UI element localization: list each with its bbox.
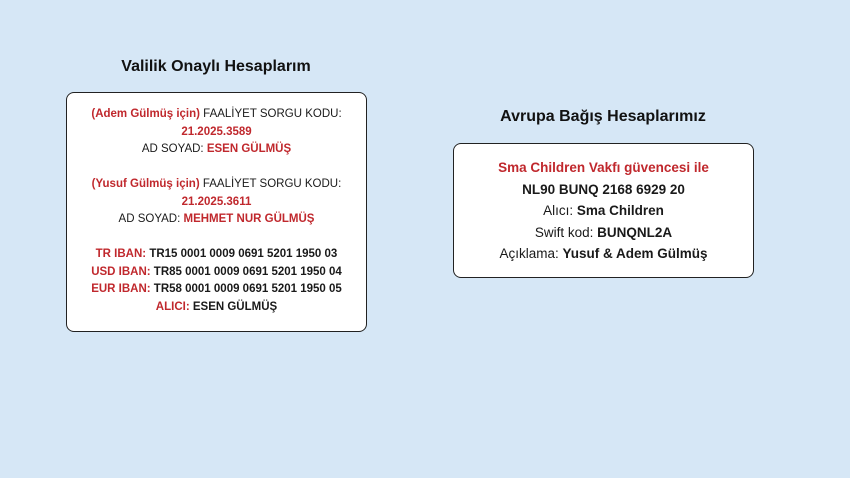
left-heading: Valilik Onaylı Hesaplarım [121,58,311,75]
adem-name-line [67,141,366,159]
yusuf-name-label: AD SOYAD: [118,213,184,225]
aciklama-label: Açıklama: [499,246,563,261]
yusuf-prefix: (Yusuf Gülmüş için) [91,178,200,190]
yusuf-name-line [67,211,366,229]
adem-code-line [67,106,366,124]
nl-iban: NL90 BUNQ 2168 6929 20 [522,181,685,197]
aciklama-row [454,243,753,265]
swift-label: Swift kod: [534,224,598,240]
sma-line: Sma Children Vakfı güvencesi ile [498,160,709,175]
tr-iban-label: TR IBAN: [95,248,147,260]
alici-label-eu: Alıcı: [543,203,577,218]
swift-row [454,222,753,244]
aciklama-value: Yusuf & Adem Gülmüş [562,246,708,261]
yusuf-code: 21.2025.3611 [181,195,252,208]
adem-prefix: (Adem Gülmüş için) [91,108,200,120]
eur-iban-line [67,281,366,299]
right-heading: Avrupa Bağış Hesaplarımız [500,108,706,125]
tr-iban-value: TR15 0001 0009 0691 5201 1950 03 [146,248,338,260]
yusuf-code-line [67,176,366,194]
eur-iban-label: EUR IBAN: [91,283,151,295]
yusuf-name: MEHMET NUR GÜLMÜŞ [183,213,315,225]
usd-iban-label: USD IBAN: [91,265,151,278]
yusuf-code-label: FAALİYET SORGU KODU: [199,178,342,190]
adem-code: 21.2025.3589 [181,125,252,138]
usd-iban-value: TR85 0001 0009 0691 5201 1950 04 [150,265,342,278]
alici-line [67,299,366,317]
adem-code-label: FAALİYET SORGU KODU: [199,108,342,120]
europe-accounts-card [453,143,754,278]
alici-row [454,200,753,222]
turkey-accounts-card [66,92,367,332]
adem-name: ESEN GÜLMÜŞ [206,143,292,155]
usd-iban-line [67,264,366,282]
adem-name-label: AD SOYAD: [141,143,207,155]
tr-iban-line [67,246,366,264]
alici-value-eu: Sma Children [576,203,664,218]
alici-label: ALICI: [155,300,190,313]
eur-iban-value: TR58 0001 0009 0691 5201 1950 05 [150,283,342,295]
swift-value: BUNQNL2A [597,224,673,240]
alici-value: ESEN GÜLMÜŞ [189,300,278,313]
